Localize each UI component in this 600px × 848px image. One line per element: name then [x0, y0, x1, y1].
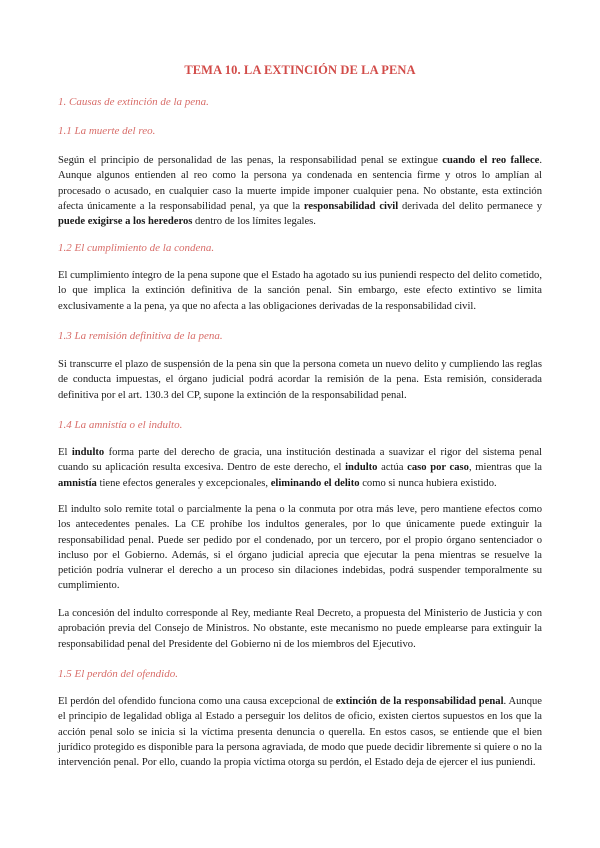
paragraph-indulto-2: El indulto solo remite total o parcialmente la pena o la conmuta por otra más leve, pero mantiene efectos como los antecedentes penales. La CE prohíbe los indultos generales, por lo que únicamente puede extinguir la responsabilidad penal. Puede ser pedido por el condenado, por un tercero, por el propio órgano sentenciador o incluso por el Gobierno. Además, si el órgano judicial aprecia que ejecutar la pena mientras se resuelve la petición podría vulnerar el derecho a un proceso sin dilaciones indebidas, podrá suspender temporalmente su cumplimiento. [58, 504, 542, 592]
section-heading-1-4: 1.4 La amnistía o el indulto. [58, 419, 183, 431]
section-heading-1: 1. Causas de extinción de la pena. [58, 96, 209, 108]
section-heading-1-1: 1.1 La muerte del reo. [58, 125, 156, 137]
page-title: TEMA 10. LA EXTINCIÓN DE LA PENA [184, 63, 416, 77]
section-heading-1-2: 1.2 El cumplimiento de la condena. [58, 242, 215, 254]
section-heading-1-5: 1.5 El perdón del ofendido. [58, 668, 178, 680]
paragraph-indulto-3: La concesión del indulto corresponde al Rey, mediante Real Decreto, a propuesta del Ministerio de Justicia y con aprobación previa del Consejo de Ministros. No obstante, este mecanismo no puede emplearse para extinguir la responsabilidad penal del Presidente del Gobierno ni de los miembros del Ejecutivo. [58, 608, 542, 650]
paragraph-remision: Si transcurre el plazo de suspensión de la pena sin que la persona cometa un nuevo delito y cumpliendo las reglas de conducta impuestas, el órgano judicial podrá acordar la remisión de la pena. Esta remisión, considerada definitiva por el art. 130.3 del CP, supone la extinción de la responsabilidad penal. [58, 359, 542, 401]
paragraph-cumplimiento: El cumplimiento íntegro de la pena supone que el Estado ha agotado su ius puniendi respecto del delito cometido, lo que implica la extinción definitiva de la sanción penal. Sin embargo, este efecto extintivo se limita exclusivamente a la pena, ya que no afecta a las obligaciones derivadas de la responsabilidad civil. [58, 270, 542, 312]
section-heading-1-3: 1.3 La remisión definitiva de la pena. [58, 330, 223, 342]
paragraph-perdon: El perdón del ofendido funciona como una causa excepcional de extinción de la responsabilidad penal. Aunque el principio de legalidad obliga al Estado a perseguir los delitos de oficio, existen ciertos supuestos en los que la acción penal solo se inicia si la víctima presenta denuncia o querella. En estos casos, se entiende que el bien jurídico protegido es disponible para la persona agraviada, de modo que puede decidir libremente si quiere o no la intervención penal. Por ello, cuando la propia víctima otorga su perdón, el Estado deja de ejercer el ius puniendi. [58, 696, 542, 769]
paragraph-indulto-1: El indulto forma parte del derecho de gracia, una institución destinada a suavizar el rigor del sistema penal cuando su aplicación resulta excesiva. Dentro de este derecho, el indulto actúa caso por caso, mientras que la amnistía tiene efectos generales y excepcionales, eliminando el delito como si nunca hubiera existido. [58, 447, 542, 489]
paragraph-muerte-reo: Según el principio de personalidad de las penas, la responsabilidad penal se extingue cuando el reo fallece. Aunque algunos entienden al reo como la persona ya condenada en sentencia firme y otros lo amplían al procesado o acusado, en cualquier caso la muerte impide imponer cualquier pena. No obstante, esta extinción afecta únicamente a la responsabilidad penal, ya que la responsabilidad civil derivada del delito permanece y puede exigirse a los herederos dentro de los límites legales. [58, 155, 542, 228]
